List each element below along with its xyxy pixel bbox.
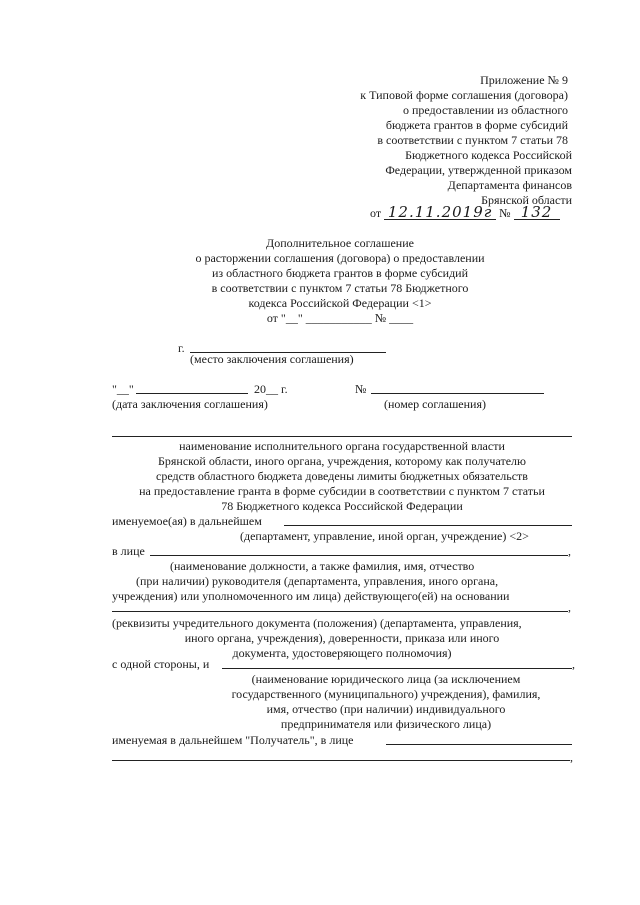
order-date-line	[370, 205, 560, 220]
header-line-6: Бюджетного кодекса Российской	[405, 148, 572, 162]
number-no-sign: №	[355, 382, 367, 396]
recipient-caption-line-3: имя, отчество (при наличии) индивидуального	[266, 702, 506, 716]
recipient-person-field-line-2	[112, 760, 570, 761]
date-month-field-line	[136, 393, 248, 394]
basis-comma: ,	[568, 600, 571, 614]
person-field-line	[150, 555, 568, 556]
order-prefix: от	[370, 206, 382, 220]
recipient-field-line	[222, 668, 572, 669]
order-number-handwritten: 132	[514, 205, 560, 220]
title-line-4: в соответствии с пунктом 7 статьи 78 Бюджетного	[211, 281, 469, 295]
number-caption: (номер соглашения)	[384, 397, 486, 411]
basis-caption-line-2: иного органа, учреждения), доверенности, приказа или иного	[184, 631, 500, 645]
title-line-2: о расторжении соглашения (договора) о предоставлении	[195, 251, 485, 265]
order-no-sign: №	[499, 206, 511, 220]
title-date-line: от "__" ___________ № ____	[266, 311, 414, 325]
header-line-1: Приложение № 9	[480, 73, 568, 87]
person-caption-line-3: учреждения) или уполномоченного им лица) действующего(ей) на основании	[112, 589, 510, 603]
person-caption-line-1: (наименование должности, а также фамилия, имя, отчество	[170, 559, 475, 573]
place-prefix: г.	[178, 341, 185, 355]
recipient-person-field-line	[386, 744, 572, 745]
basis-caption-line-3: документа, удостоверяющего полномочия)	[232, 646, 452, 660]
title-line-5: кодекса Российской Федерации <1>	[248, 296, 432, 310]
header-line-7: Федерации, утвержденной приказом	[385, 163, 572, 177]
title-line-3: из областного бюджета грантов в форме субсидий	[211, 266, 469, 280]
recipient-caption-line-1: (наименование юридического лица (за исключением	[251, 672, 521, 686]
place-caption: (место заключения соглашения)	[190, 352, 354, 366]
date-day-mark: "__"	[112, 382, 134, 396]
header-line-5: в соответствии с пунктом 7 статьи 78	[377, 133, 568, 147]
header-line-9: Брянской области	[481, 193, 572, 207]
number-field-line	[371, 393, 544, 394]
organ-caption-line-1: наименование исполнительного органа государственной власти	[179, 439, 505, 453]
person-comma: ,	[568, 544, 571, 558]
title-line-1: Дополнительное соглашение	[266, 236, 414, 250]
named-field-line	[284, 525, 572, 526]
basis-caption-line-1: (реквизиты учредительного документа (положения) (департамента, управления,	[112, 616, 522, 630]
basis-field-line	[112, 611, 568, 612]
named-caption: (департамент, управление, иной орган, учреждение) <2>	[240, 529, 529, 543]
recipient-caption-line-2: государственного (муниципального) учреждения), фамилия,	[231, 687, 541, 701]
recipient-caption-line-4: предпринимателя или физического лица)	[280, 717, 492, 731]
recipient-comma: ,	[572, 657, 575, 671]
organ-field-line	[112, 436, 572, 437]
date-caption: (дата заключения соглашения)	[112, 397, 268, 411]
date-year: 20__ г.	[254, 382, 288, 396]
person-caption-line-2: (при наличии) руководителя (департамента, управления, иного органа,	[136, 574, 499, 588]
header-line-8: Департамента финансов	[447, 178, 572, 192]
header-line-4: бюджета грантов в форме субсидий	[385, 118, 568, 132]
recipient-label: именуемая в дальнейшем "Получатель", в лице	[112, 733, 354, 747]
order-date-handwritten: 12.11.2019г	[384, 205, 496, 220]
named-label: именуемое(ая) в дальнейшем	[112, 514, 262, 528]
header-line-2: к Типовой форме соглашения (договора)	[360, 88, 568, 102]
person-label: в лице	[112, 544, 145, 558]
recipient-person-comma: ,	[570, 750, 573, 764]
organ-caption-line-2: Брянской области, иного органа, учреждения, которому как получателю	[158, 454, 526, 468]
organ-caption-line-4: на предоставление гранта в форме субсидии в соответствии с пунктом 7 статьи	[139, 484, 545, 498]
organ-caption-line-5: 78 Бюджетного кодекса Российской Федерации	[221, 499, 463, 513]
one-side-label: с одной стороны, и	[112, 657, 210, 671]
organ-caption-line-3: средств областного бюджета доведены лимиты бюджетных обязательств	[156, 469, 528, 483]
header-line-3: о предоставлении из областного	[402, 103, 568, 117]
